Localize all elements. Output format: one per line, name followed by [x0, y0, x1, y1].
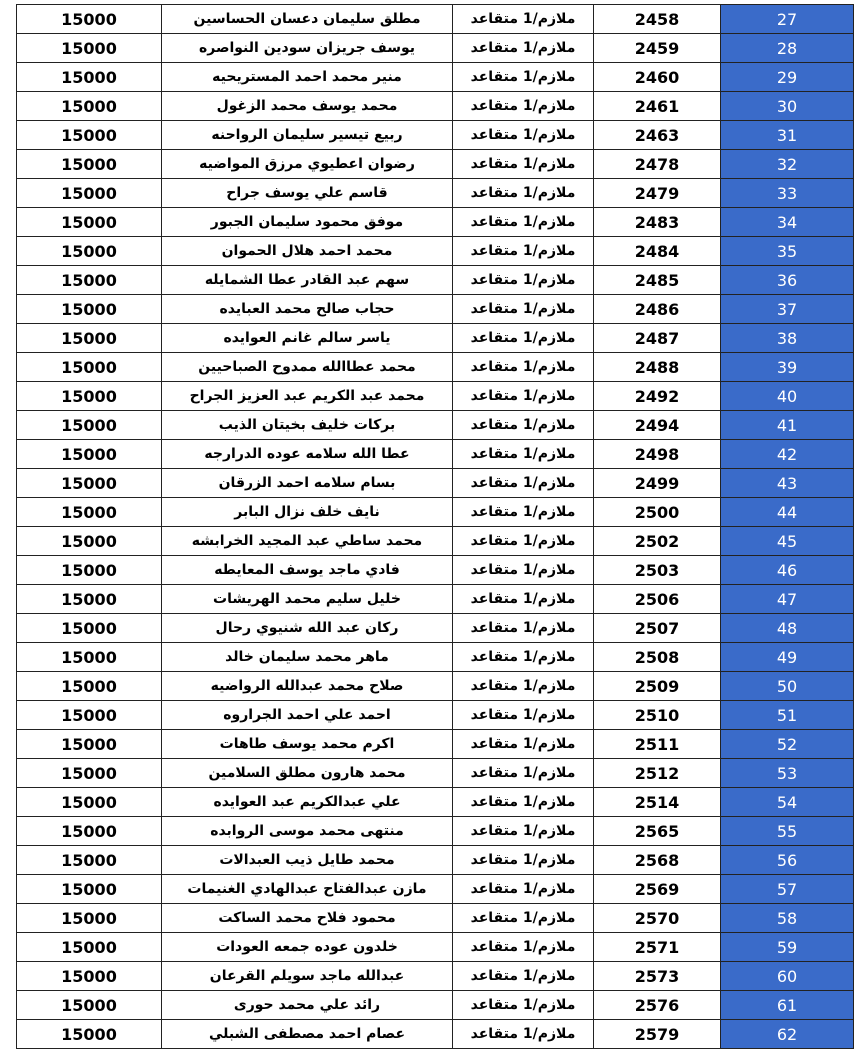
military-number-cell: 2573 — [594, 962, 721, 991]
military-number-cell: 2483 — [594, 208, 721, 237]
name-cell: رائد علي محمد حورى — [162, 991, 453, 1020]
row-index-cell: 43 — [721, 469, 854, 498]
table-row — [17, 1020, 854, 1049]
name-cell: منتهى محمد موسى الروابده — [162, 817, 453, 846]
military-number-cell: 2568 — [594, 846, 721, 875]
amount-cell: 15000 — [17, 614, 162, 643]
rank-cell: ملازم/1 متقاعد — [453, 962, 594, 991]
amount-cell: 15000 — [17, 353, 162, 382]
rank-cell: ملازم/1 متقاعد — [453, 643, 594, 672]
row-index-cell: 51 — [721, 701, 854, 730]
name-cell: صلاح محمد عبدالله الرواضيه — [162, 672, 453, 701]
amount-cell: 15000 — [17, 266, 162, 295]
name-cell: قاسم علي يوسف جراح — [162, 179, 453, 208]
row-index-cell: 48 — [721, 614, 854, 643]
name-cell: محمد احمد هلال الحموان — [162, 237, 453, 266]
military-number-cell: 2508 — [594, 643, 721, 672]
row-index-cell: 47 — [721, 585, 854, 614]
amount-cell: 15000 — [17, 63, 162, 92]
name-cell: بركات خليف بخيتان الذيب — [162, 411, 453, 440]
row-index-cell: 57 — [721, 875, 854, 904]
table-row — [17, 411, 854, 440]
row-index-cell: 38 — [721, 324, 854, 353]
amount-cell: 15000 — [17, 556, 162, 585]
name-cell: محمد ساطي عبد المجيد الخرابشه — [162, 527, 453, 556]
table-row — [17, 324, 854, 353]
military-number-cell: 2499 — [594, 469, 721, 498]
amount-cell: 15000 — [17, 585, 162, 614]
table-row — [17, 875, 854, 904]
row-index-cell: 54 — [721, 788, 854, 817]
military-number-cell: 2510 — [594, 701, 721, 730]
military-number-cell: 2485 — [594, 266, 721, 295]
rank-cell: ملازم/1 متقاعد — [453, 382, 594, 411]
row-index-cell: 39 — [721, 353, 854, 382]
name-cell: محمد عبد الكريم عبد العزيز الجراح — [162, 382, 453, 411]
name-cell: محمود فلاح محمد الساكت — [162, 904, 453, 933]
name-cell: عبدالله ماجد سويلم القرعان — [162, 962, 453, 991]
name-cell: اكرم محمد يوسف طاهات — [162, 730, 453, 759]
rank-cell: ملازم/1 متقاعد — [453, 875, 594, 904]
military-number-cell: 2507 — [594, 614, 721, 643]
military-number-cell: 2479 — [594, 179, 721, 208]
row-index-cell: 53 — [721, 759, 854, 788]
table-row — [17, 643, 854, 672]
name-cell: رضوان اعطيوي مرزق المواضيه — [162, 150, 453, 179]
row-index-cell: 40 — [721, 382, 854, 411]
row-index-cell: 41 — [721, 411, 854, 440]
table-row — [17, 121, 854, 150]
amount-cell: 15000 — [17, 150, 162, 179]
rank-cell: ملازم/1 متقاعد — [453, 933, 594, 962]
row-index-cell: 55 — [721, 817, 854, 846]
rank-cell: ملازم/1 متقاعد — [453, 991, 594, 1020]
military-number-cell: 2509 — [594, 672, 721, 701]
table-row — [17, 614, 854, 643]
row-index-cell: 60 — [721, 962, 854, 991]
military-number-cell: 2506 — [594, 585, 721, 614]
military-number-cell: 2512 — [594, 759, 721, 788]
name-cell: نايف خلف نزال البابر — [162, 498, 453, 527]
amount-cell: 15000 — [17, 730, 162, 759]
row-index-cell: 42 — [721, 440, 854, 469]
table-row — [17, 353, 854, 382]
military-number-cell: 2484 — [594, 237, 721, 266]
military-number-cell: 2478 — [594, 150, 721, 179]
table-row — [17, 150, 854, 179]
row-index-cell: 59 — [721, 933, 854, 962]
name-cell: ماهر محمد سليمان خالد — [162, 643, 453, 672]
row-index-cell: 32 — [721, 150, 854, 179]
rank-cell: ملازم/1 متقاعد — [453, 730, 594, 759]
military-number-cell: 2463 — [594, 121, 721, 150]
rank-cell: ملازم/1 متقاعد — [453, 788, 594, 817]
rank-cell: ملازم/1 متقاعد — [453, 440, 594, 469]
amount-cell: 15000 — [17, 237, 162, 266]
rank-cell: ملازم/1 متقاعد — [453, 411, 594, 440]
amount-cell: 15000 — [17, 875, 162, 904]
table-row — [17, 469, 854, 498]
row-index-cell: 27 — [721, 5, 854, 34]
amount-cell: 15000 — [17, 759, 162, 788]
rank-cell: ملازم/1 متقاعد — [453, 150, 594, 179]
rank-cell: ملازم/1 متقاعد — [453, 585, 594, 614]
amount-cell: 15000 — [17, 701, 162, 730]
military-number-cell: 2571 — [594, 933, 721, 962]
table-row — [17, 237, 854, 266]
row-index-cell: 50 — [721, 672, 854, 701]
table-row — [17, 962, 854, 991]
table-row — [17, 701, 854, 730]
table-row — [17, 440, 854, 469]
amount-cell: 15000 — [17, 5, 162, 34]
rank-cell: ملازم/1 متقاعد — [453, 353, 594, 382]
row-index-cell: 28 — [721, 34, 854, 63]
row-index-cell: 34 — [721, 208, 854, 237]
name-cell: خليل سليم محمد الهريشات — [162, 585, 453, 614]
table-row — [17, 63, 854, 92]
military-number-cell: 2498 — [594, 440, 721, 469]
amount-cell: 15000 — [17, 469, 162, 498]
row-index-cell: 56 — [721, 846, 854, 875]
military-number-cell: 2460 — [594, 63, 721, 92]
row-index-cell: 52 — [721, 730, 854, 759]
table-row — [17, 730, 854, 759]
rank-cell: ملازم/1 متقاعد — [453, 469, 594, 498]
table-row — [17, 817, 854, 846]
amount-cell: 15000 — [17, 411, 162, 440]
name-cell: عصام احمد مصطفى الشبلي — [162, 1020, 453, 1049]
table-row — [17, 556, 854, 585]
rank-cell: ملازم/1 متقاعد — [453, 237, 594, 266]
amount-cell: 15000 — [17, 962, 162, 991]
row-index-cell: 36 — [721, 266, 854, 295]
name-cell: موفق محمود سليمان الجبور — [162, 208, 453, 237]
amount-cell: 15000 — [17, 295, 162, 324]
military-number-cell: 2487 — [594, 324, 721, 353]
roster-table-body — [17, 5, 854, 1049]
rank-cell: ملازم/1 متقاعد — [453, 556, 594, 585]
row-index-cell: 45 — [721, 527, 854, 556]
name-cell: مازن عبدالفتاح عبدالهادي الغنيمات — [162, 875, 453, 904]
name-cell: عطا الله سلامه عوده الدرارجه — [162, 440, 453, 469]
table-row — [17, 846, 854, 875]
table-row — [17, 933, 854, 962]
table-row — [17, 904, 854, 933]
table-row — [17, 208, 854, 237]
amount-cell: 15000 — [17, 92, 162, 121]
military-number-cell: 2570 — [594, 904, 721, 933]
name-cell: محمد يوسف محمد الزغول — [162, 92, 453, 121]
name-cell: فادي ماجد يوسف المعايطه — [162, 556, 453, 585]
amount-cell: 15000 — [17, 817, 162, 846]
military-number-cell: 2461 — [594, 92, 721, 121]
rank-cell: ملازم/1 متقاعد — [453, 34, 594, 63]
table-row — [17, 266, 854, 295]
name-cell: خلدون عوده جمعه العودات — [162, 933, 453, 962]
name-cell: يوسف جريزان سودين النواصره — [162, 34, 453, 63]
rank-cell: ملازم/1 متقاعد — [453, 208, 594, 237]
table-row — [17, 991, 854, 1020]
amount-cell: 15000 — [17, 121, 162, 150]
military-number-cell: 2488 — [594, 353, 721, 382]
rank-cell: ملازم/1 متقاعد — [453, 266, 594, 295]
amount-cell: 15000 — [17, 498, 162, 527]
table-row — [17, 295, 854, 324]
amount-cell: 15000 — [17, 324, 162, 353]
amount-cell: 15000 — [17, 527, 162, 556]
name-cell: علي عبدالكريم عبد العوايده — [162, 788, 453, 817]
amount-cell: 15000 — [17, 208, 162, 237]
row-index-cell: 61 — [721, 991, 854, 1020]
military-number-cell: 2565 — [594, 817, 721, 846]
military-number-cell: 2514 — [594, 788, 721, 817]
table-row — [17, 92, 854, 121]
name-cell: حجاب صالح محمد العبايده — [162, 295, 453, 324]
table-row — [17, 672, 854, 701]
table-row — [17, 179, 854, 208]
amount-cell: 15000 — [17, 672, 162, 701]
name-cell: سهم عبد القادر عطا الشمايله — [162, 266, 453, 295]
table-row — [17, 382, 854, 411]
amount-cell: 15000 — [17, 933, 162, 962]
rank-cell: ملازم/1 متقاعد — [453, 295, 594, 324]
rank-cell: ملازم/1 متقاعد — [453, 759, 594, 788]
amount-cell: 15000 — [17, 846, 162, 875]
military-number-cell: 2486 — [594, 295, 721, 324]
table-row — [17, 498, 854, 527]
roster-table — [16, 4, 854, 1049]
rank-cell: ملازم/1 متقاعد — [453, 5, 594, 34]
amount-cell: 15000 — [17, 440, 162, 469]
rank-cell: ملازم/1 متقاعد — [453, 904, 594, 933]
name-cell: ركان عبد الله شنيوي رحال — [162, 614, 453, 643]
military-number-cell: 2458 — [594, 5, 721, 34]
table-row — [17, 788, 854, 817]
amount-cell: 15000 — [17, 34, 162, 63]
rank-cell: ملازم/1 متقاعد — [453, 614, 594, 643]
amount-cell: 15000 — [17, 904, 162, 933]
row-index-cell: 44 — [721, 498, 854, 527]
table-row — [17, 585, 854, 614]
row-index-cell: 46 — [721, 556, 854, 585]
amount-cell: 15000 — [17, 643, 162, 672]
rank-cell: ملازم/1 متقاعد — [453, 121, 594, 150]
row-index-cell: 33 — [721, 179, 854, 208]
rank-cell: ملازم/1 متقاعد — [453, 701, 594, 730]
rank-cell: ملازم/1 متقاعد — [453, 179, 594, 208]
name-cell: محمد طايل ذيب العبدالات — [162, 846, 453, 875]
military-number-cell: 2511 — [594, 730, 721, 759]
military-number-cell: 2502 — [594, 527, 721, 556]
name-cell: مطلق سليمان دعسان الحساسين — [162, 5, 453, 34]
rank-cell: ملازم/1 متقاعد — [453, 672, 594, 701]
row-index-cell: 62 — [721, 1020, 854, 1049]
amount-cell: 15000 — [17, 991, 162, 1020]
row-index-cell: 35 — [721, 237, 854, 266]
rank-cell: ملازم/1 متقاعد — [453, 92, 594, 121]
row-index-cell: 49 — [721, 643, 854, 672]
name-cell: محمد هارون مطلق السلامين — [162, 759, 453, 788]
name-cell: محمد عطاالله ممدوح الصباحيين — [162, 353, 453, 382]
military-number-cell: 2494 — [594, 411, 721, 440]
amount-cell: 15000 — [17, 179, 162, 208]
row-index-cell: 37 — [721, 295, 854, 324]
amount-cell: 15000 — [17, 1020, 162, 1049]
rank-cell: ملازم/1 متقاعد — [453, 324, 594, 353]
rank-cell: ملازم/1 متقاعد — [453, 817, 594, 846]
name-cell: منير محمد احمد المستريحيه — [162, 63, 453, 92]
amount-cell: 15000 — [17, 788, 162, 817]
military-number-cell: 2579 — [594, 1020, 721, 1049]
military-number-cell: 2459 — [594, 34, 721, 63]
rank-cell: ملازم/1 متقاعد — [453, 527, 594, 556]
table-row — [17, 527, 854, 556]
rank-cell: ملازم/1 متقاعد — [453, 1020, 594, 1049]
rank-cell: ملازم/1 متقاعد — [453, 498, 594, 527]
name-cell: ياسر سالم غانم العوايده — [162, 324, 453, 353]
military-number-cell: 2576 — [594, 991, 721, 1020]
military-number-cell: 2492 — [594, 382, 721, 411]
table-row — [17, 759, 854, 788]
table-row — [17, 5, 854, 34]
row-index-cell: 58 — [721, 904, 854, 933]
military-number-cell: 2503 — [594, 556, 721, 585]
row-index-cell: 30 — [721, 92, 854, 121]
row-index-cell: 31 — [721, 121, 854, 150]
name-cell: بسام سلامه احمد الزرقان — [162, 469, 453, 498]
military-number-cell: 2569 — [594, 875, 721, 904]
name-cell: ربيع تيسير سليمان الرواحنه — [162, 121, 453, 150]
table-row — [17, 34, 854, 63]
amount-cell: 15000 — [17, 382, 162, 411]
military-number-cell: 2500 — [594, 498, 721, 527]
row-index-cell: 29 — [721, 63, 854, 92]
rank-cell: ملازم/1 متقاعد — [453, 63, 594, 92]
name-cell: احمد علي احمد الجراروه — [162, 701, 453, 730]
rank-cell: ملازم/1 متقاعد — [453, 846, 594, 875]
